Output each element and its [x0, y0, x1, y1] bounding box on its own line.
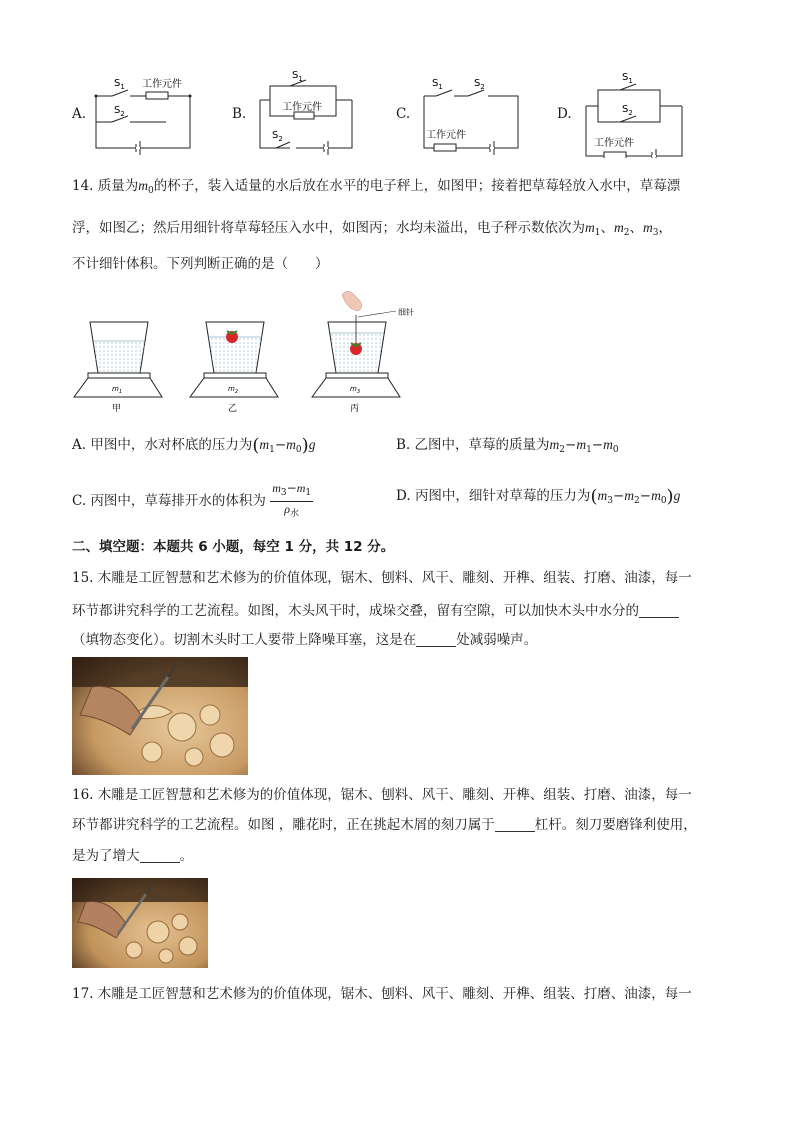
q14-option-b[interactable]: B. 乙图中，草莓的质量为$m_2-m_1-m_0$ — [396, 437, 619, 455]
wood-carving-photo-1 — [72, 657, 248, 775]
hand-icon — [342, 291, 362, 311]
switch-s2-label-c: $S_2$ — [474, 78, 485, 91]
q14-line1: 14. 质量为$m_0$的杯子，装入适量的水后放在水平的电子秤上，如图甲；接着把草莓轻放入水中，草莓漂 — [72, 178, 681, 196]
svg-text:m3: $m_3$ — [350, 385, 361, 395]
fraction: $\frac{m_3-m_1}{\rho_水}$ — [272, 481, 312, 519]
q14-option-d[interactable]: D. 丙图中，细针对草莓的压力为$(m_3-m_2-m_0)g$ — [396, 486, 681, 507]
q15-line2: 环节都讲究科学的工艺流程。如图，木头风干时，成垛交叠，留有空隙，可以加快木头中水分的 — [72, 601, 722, 621]
option-c-letter: C. — [396, 106, 411, 122]
strawberry-submerged-icon — [350, 343, 362, 355]
circuit-options-row — [0, 60, 794, 170]
svg-text:丙: 丙 — [350, 404, 360, 414]
q14-line3: 不计细针体积。下列判断正确的是（ ） — [72, 256, 329, 272]
circuit-diagram-c — [418, 68, 528, 158]
q16-line2: 环节都讲究科学的工艺流程。如图 ，雕花时，正在挑起木屑的刻刀属于 杠杆。刻刀要磨锋利使用， — [72, 817, 697, 833]
svg-text:细针: 细针 — [398, 308, 414, 317]
circuit-diagram-b — [252, 68, 362, 158]
scale-jia — [74, 322, 162, 414]
q16-line1: 16. 木雕是工匠智慧和艺术修为的价值体现，锯木、刨料、风干、雕刻、开榫、组装、打磨、油漆，每一 — [72, 787, 692, 803]
switch-s2-label-b: $S_2$ — [272, 130, 283, 143]
switch-s2-label-a: $S_2$ — [114, 105, 125, 118]
switch-s1-label-a: $S_1$ — [114, 78, 125, 91]
q17-line1: 17. 木雕是工匠智慧和艺术修为的价值体现，锯木、刨料、风干、雕刻、开榫、组装、打磨、油漆，每一 — [72, 986, 692, 1002]
switch-s1-label-b: $S_1$ — [292, 70, 303, 83]
strawberry-icon — [226, 331, 238, 343]
svg-text:乙: 乙 — [228, 404, 238, 414]
scale-bing — [312, 291, 414, 414]
answer-blank-2[interactable] — [416, 632, 456, 647]
q14-scale-figure — [70, 285, 430, 420]
switch-s2-label-d: $S_2$ — [622, 104, 633, 117]
q15-line1: 15. 木雕是工匠智慧和艺术修为的价值体现，锯木、刨料、风干、雕刻、开榫、组装、打磨、油漆，每一 — [72, 570, 692, 586]
svg-text:m2: $m_2$ — [228, 385, 239, 395]
answer-blank-3[interactable] — [495, 817, 535, 832]
scale-yi — [190, 322, 278, 414]
q15-line3: （填物态变化）。切割木头时工人要带上降噪耳塞，这是在 处减弱噪声。 — [72, 632, 538, 648]
element-label-d: 工作元件 — [594, 138, 634, 149]
answer-blank-4[interactable] — [140, 848, 180, 863]
wood-carving-photo-2 — [72, 878, 208, 968]
switch-s1-label-d: $S_1$ — [622, 72, 633, 85]
svg-text:甲: 甲 — [112, 404, 122, 414]
q14-option-a[interactable]: A. 甲图中，水对杯底的压力为$(m_1-m_0)g$ — [72, 435, 316, 456]
element-label-a: 工作元件 — [142, 79, 182, 90]
option-b-letter: B. — [232, 106, 247, 122]
answer-blank-1[interactable] — [639, 603, 679, 618]
switch-s1-label-c: $S_1$ — [432, 78, 443, 91]
option-d-letter: D. — [557, 106, 572, 122]
element-label-c: 工作元件 — [426, 130, 466, 141]
circuit-diagram-d — [580, 68, 690, 158]
svg-text:m1: $m_1$ — [112, 385, 123, 395]
element-label-b: 工作元件 — [282, 102, 322, 113]
q14-option-c[interactable]: C. 丙图中，草莓排开水的体积为 $\frac{m_3-m_1}{\rho_水}$ — [72, 481, 313, 522]
section2-heading: 二、填空题：本题共 6 小题，每空 1 分，共 12 分。 — [72, 539, 395, 555]
q16-line3: 是为了增大 。 — [72, 848, 193, 864]
circuit-diagram-a — [90, 68, 200, 158]
q14-line2: 浮，如图乙；然后用细针将草莓轻压入水中，如图丙；水均未溢出，电子秤示数依次为$m_1$、$m_2$、$m_3$， — [72, 220, 672, 238]
option-a-letter: A. — [72, 106, 87, 122]
